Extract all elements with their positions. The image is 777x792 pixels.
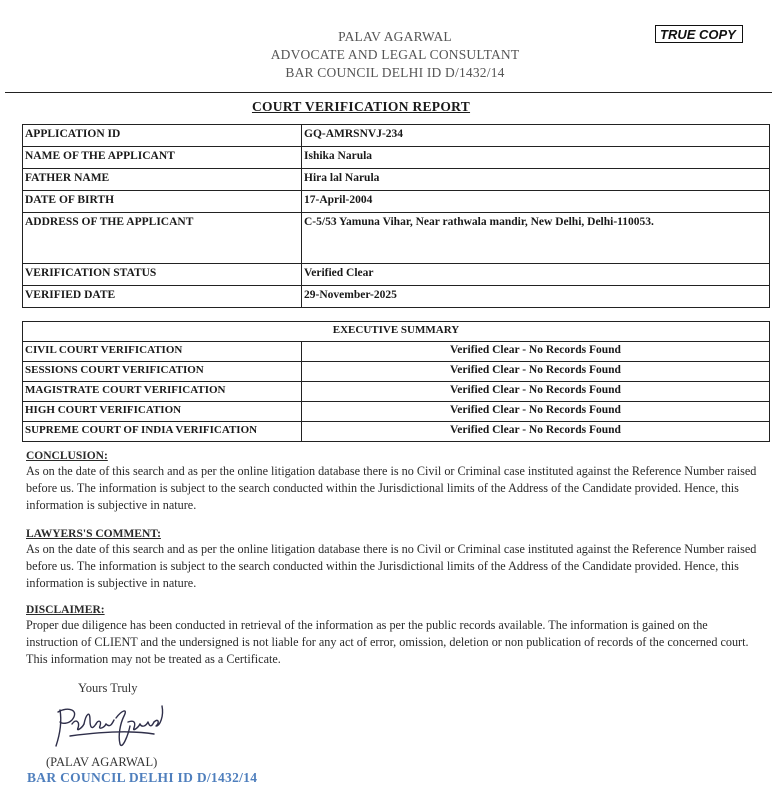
lawyers-comment-section: [26, 527, 761, 592]
table-row: [23, 342, 770, 362]
detail-label: VERIFICATION STATUS: [23, 264, 302, 286]
conclusion-text: As on the date of this search and as per the online litigation database there is no Civil or Criminal case instituted against the Reference Number raised before us. The information is subject to the search conducted within the Jurisdictional limits of the Address of the Candidate provided. Hence, this information is subjective in nature.: [26, 464, 757, 512]
yours-truly: Yours Truly: [78, 681, 138, 695]
summary-label: SUPREME COURT OF INDIA VERIFICATION: [23, 422, 302, 442]
report-title: COURT VERIFICATION REPORT: [251, 99, 471, 114]
detail-value: 17-April-2004: [302, 191, 770, 213]
summary-label: MAGISTRATE COURT VERIFICATION: [23, 382, 302, 402]
table-row: [23, 213, 770, 264]
advocate-bar-id: BAR COUNCIL DELHI ID D/1432/14: [285, 65, 505, 80]
detail-label: NAME OF THE APPLICANT: [23, 147, 302, 169]
detail-value: C-5/53 Yamuna Vihar, Near rathwala mandir, New Delhi, Delhi-110053.: [302, 213, 770, 264]
handwritten-signature: [50, 700, 170, 752]
summary-value: Verified Clear - No Records Found: [302, 402, 770, 422]
signatory-bar-id: BAR COUNCIL DELHI ID D/1432/14: [27, 770, 258, 785]
table-row: [23, 362, 770, 382]
detail-label: FATHER NAME: [23, 169, 302, 191]
true-copy-stamp: TRUE COPY: [655, 25, 743, 43]
table-row: [23, 147, 770, 169]
detail-label: ADDRESS OF THE APPLICANT: [23, 213, 302, 264]
summary-label: SESSIONS COURT VERIFICATION: [23, 362, 302, 382]
executive-summary-title: EXECUTIVE SUMMARY: [23, 322, 770, 342]
detail-label: APPLICATION ID: [23, 125, 302, 147]
summary-value: Verified Clear - No Records Found: [302, 362, 770, 382]
summary-value: Verified Clear - No Records Found: [302, 382, 770, 402]
table-row: [23, 125, 770, 147]
executive-summary-table: [22, 321, 770, 442]
detail-value: GQ-AMRSNVJ-234: [302, 125, 770, 147]
disclaimer-text: Proper due diligence has been conducted in retrieval of the information as per the public records available. The information is gained on the instruction of CLIENT and the undersigned is not liable for any act of error, omission, deletion or non publication of records of the concerned court. This information may not be treated as a Certificate.: [26, 618, 749, 666]
disclaimer-section: [26, 603, 761, 668]
lawyers-comment-text: As on the date of this search and as per the online litigation database there is no Civil or Criminal case instituted against the Reference Number raised before us. The information is subject to the search conducted within the Jurisdictional limits of the Address of the Candidate provided. Hence, this information is subjective in nature.: [26, 542, 757, 590]
disclaimer-heading: DISCLAIMER:: [26, 604, 105, 616]
summary-value: Verified Clear - No Records Found: [302, 422, 770, 442]
table-row: [23, 286, 770, 308]
table-row: [23, 169, 770, 191]
summary-value: Verified Clear - No Records Found: [302, 342, 770, 362]
advocate-name: PALAV AGARWAL: [338, 29, 452, 44]
table-row: [23, 402, 770, 422]
signatory-name: (PALAV AGARWAL): [46, 755, 158, 769]
table-row: [23, 382, 770, 402]
detail-value: Ishika Narula: [302, 147, 770, 169]
conclusion-section: [26, 449, 761, 514]
detail-label: VERIFIED DATE: [23, 286, 302, 308]
conclusion-heading: CONCLUSION:: [26, 450, 108, 462]
applicant-details-table: [22, 124, 770, 308]
detail-value: Hira lal Narula: [302, 169, 770, 191]
header-divider: [5, 92, 772, 93]
summary-label: HIGH COURT VERIFICATION: [23, 402, 302, 422]
detail-label: DATE OF BIRTH: [23, 191, 302, 213]
table-row: [23, 191, 770, 213]
lawyers-comment-heading: LAWYERS'S COMMENT:: [26, 528, 161, 540]
summary-label: CIVIL COURT VERIFICATION: [23, 342, 302, 362]
table-header-row: [23, 322, 770, 342]
table-row: [23, 264, 770, 286]
table-row: [23, 422, 770, 442]
advocate-designation: ADVOCATE AND LEGAL CONSULTANT: [270, 47, 520, 62]
detail-value: 29-November-2025: [302, 286, 770, 308]
detail-value: Verified Clear: [302, 264, 770, 286]
